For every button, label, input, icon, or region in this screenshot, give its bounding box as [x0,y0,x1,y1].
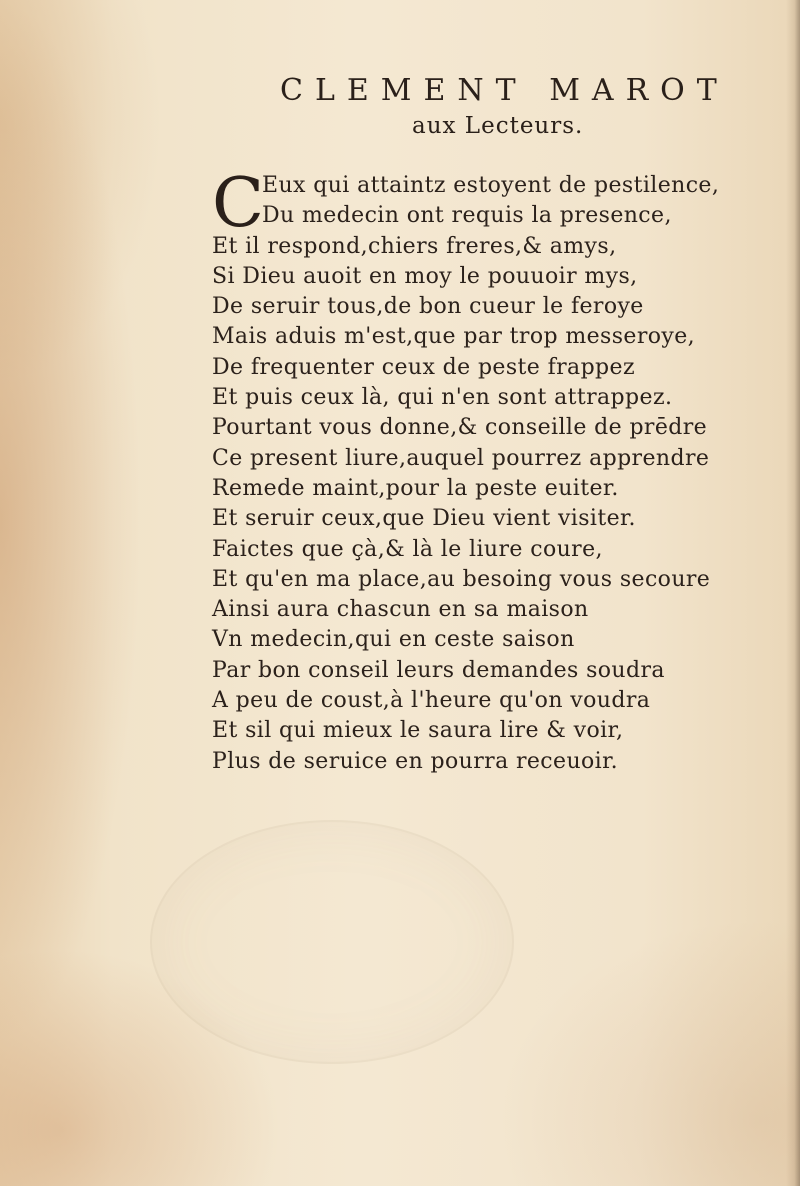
poem-line: Eux qui attaintz estoyent de pestilence, [262,173,720,198]
poem-line: Mais aduis m'est,que par trop messeroye, [212,324,696,350]
poem-line: Et seruir ceux,que Dieu vient visiter. [212,506,636,532]
poem-line: Et sil qui mieux le saura lire & voir, [212,718,624,744]
page-title: CLEMENT MAROT [280,73,729,108]
poem-line: Pourtant vous donne,& conseille de prēdre [212,415,708,441]
poem-line: Ce present liure,auquel pourrez apprendre [212,445,710,471]
poem-line: Du medecin ont requis la presence, [262,203,672,229]
poem-line: A peu de coust,à l'heure qu'on voudra [212,688,651,714]
poem-line: De seruir tous,de bon cueur le feroye [212,294,644,320]
poem-line: Plus de seruice en pourra receuoir. [212,748,618,774]
show-through-stain [150,820,514,1064]
poem-line: Remede maint,pour la peste euiter. [212,475,619,501]
poem-line: Et puis ceux là, qui n'en sont attrappez. [212,385,673,411]
poem-line: Et il respond,chiers freres,& amys, [212,233,617,259]
drop-cap: C [212,164,265,243]
poem-line: Et qu'en ma place,au besoing vous secoure [212,566,711,592]
page-edge [786,0,800,1186]
page-subtitle: aux Lecteurs. [412,113,584,139]
poem-line: Faictes que çà,& là le liure coure, [212,536,603,562]
poem-line: Vn medecin,qui en ceste saison [212,627,575,653]
poem-line: Par bon conseil leurs demandes soudra [212,657,665,683]
poem-line: De frequenter ceux de peste frappez [212,354,635,380]
poem-line: Ainsi aura chascun en sa maison [212,597,589,623]
poem-body [212,164,782,777]
poem-line: Si Dieu auoit en moy le pouuoir mys, [212,263,638,289]
